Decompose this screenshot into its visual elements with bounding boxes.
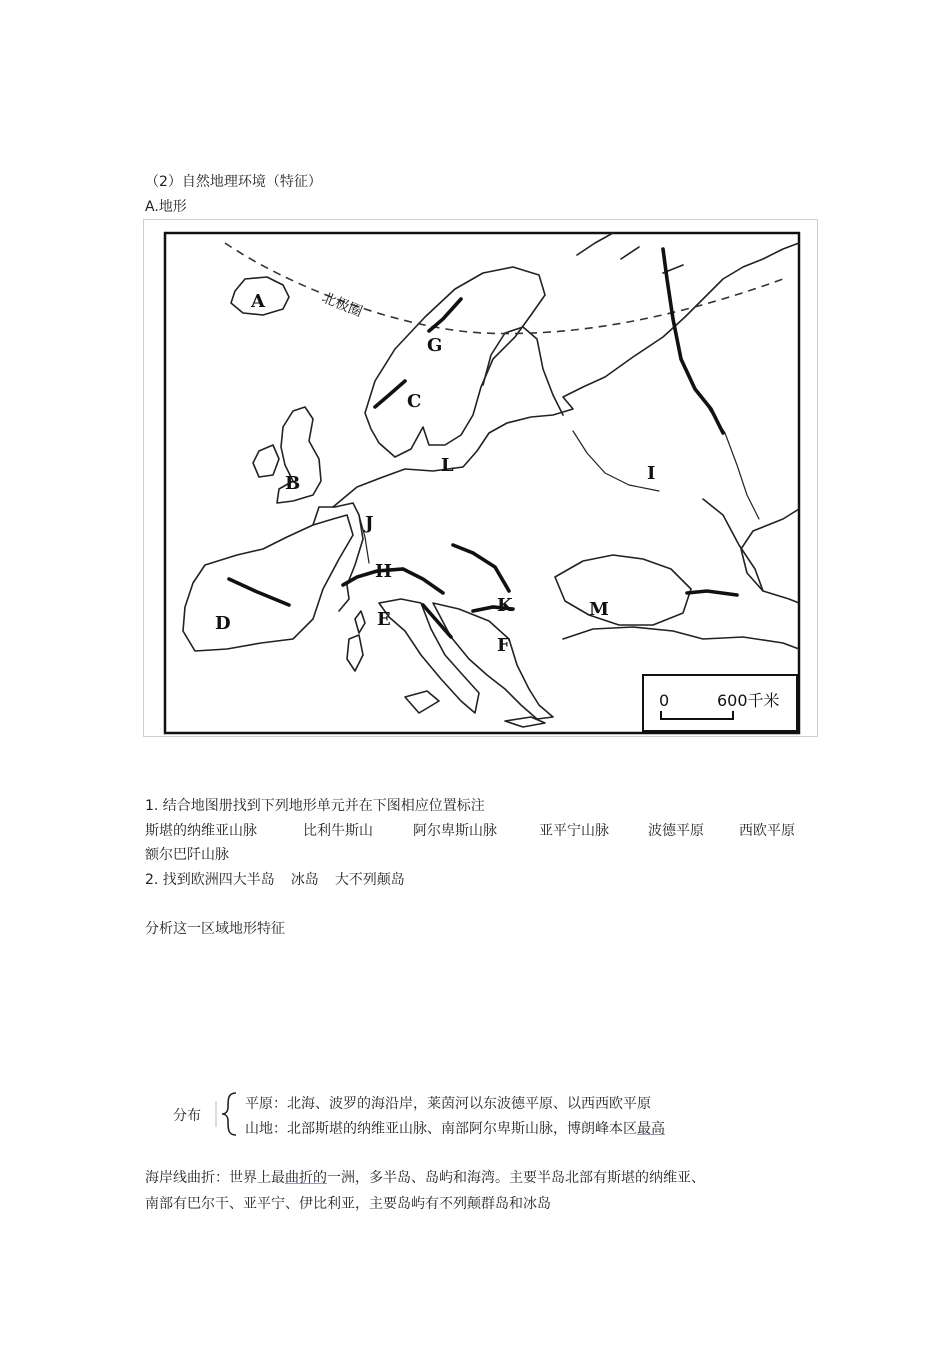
- map-label-D: D: [215, 613, 231, 634]
- europe-terrain-map: [143, 219, 818, 737]
- term-item: 亚平宁山脉: [539, 823, 609, 839]
- arctic-circle-label: 北极圈: [319, 289, 365, 321]
- scale-zero-label: 0: [659, 691, 670, 710]
- mountain-text-underlined: 最高: [637, 1121, 665, 1137]
- map-label-F: F: [497, 635, 510, 656]
- term-item: 阿尔卑斯山脉: [413, 823, 497, 839]
- question-2-item: 冰岛: [290, 872, 319, 888]
- map-label-J: J: [365, 513, 374, 534]
- brace-icon: [214, 1089, 240, 1139]
- scale-value-label: 600千米: [717, 691, 780, 710]
- analysis-prompt: 分析这一区域地形特征: [145, 921, 285, 937]
- question-1: 1. 结合地图册找到下列地形单元并在下图相应位置标注: [145, 798, 485, 814]
- scale-bar: [643, 675, 797, 731]
- coastline-text: 海岸线曲折：世界上最: [145, 1170, 285, 1186]
- map-label-I: I: [647, 463, 656, 484]
- map-label-G: G: [427, 335, 443, 356]
- coastline-line-1: [145, 1167, 705, 1187]
- map-label-A: A: [251, 291, 265, 312]
- map-label-E: E: [377, 609, 391, 630]
- coastline-line-2: 南部有巴尔干、亚平宁、伊比利亚，主要岛屿有不列颠群岛和冰岛: [145, 1196, 551, 1212]
- map-label-L: L: [441, 455, 454, 476]
- distribution-label: 分布: [173, 1108, 201, 1124]
- map-label-M: M: [589, 599, 609, 620]
- question-2-prefix: 2. 找到欧洲四大半岛: [145, 872, 275, 888]
- mountain-text: 山地：北部斯堪的纳维亚山脉、南部阿尔卑斯山脉，博朗峰本区: [245, 1121, 637, 1137]
- plain-distribution: 平原：北海、波罗的海沿岸，莱茵河以东波德平原、以西西欧平原: [245, 1096, 651, 1112]
- coastline-text: 一洲，多半岛、岛屿和海湾。主要半岛北部有斯堪的纳维亚、: [327, 1170, 705, 1186]
- terrain-terms-row: [145, 820, 805, 840]
- mountain-distribution: [245, 1118, 665, 1138]
- map-label-C: C: [407, 391, 422, 412]
- map-label-H: H: [375, 561, 393, 582]
- map-label-B: B: [285, 473, 301, 494]
- term-item: 西欧平原: [739, 823, 795, 839]
- term-item: 比利牛斯山: [303, 823, 373, 839]
- coastline-text-underlined: 曲折的: [285, 1170, 327, 1186]
- subsection-title: A.地形: [145, 199, 187, 215]
- question-2: [145, 869, 405, 889]
- term-item: 额尔巴阡山脉: [145, 847, 229, 863]
- section-title: （2）自然地理环境（特征）: [145, 174, 322, 190]
- question-2-item: 大不列颠岛: [334, 872, 405, 888]
- term-item: 波德平原: [648, 823, 704, 839]
- term-item: 斯堪的纳维亚山脉: [145, 823, 257, 839]
- map-label-K: K: [497, 595, 513, 616]
